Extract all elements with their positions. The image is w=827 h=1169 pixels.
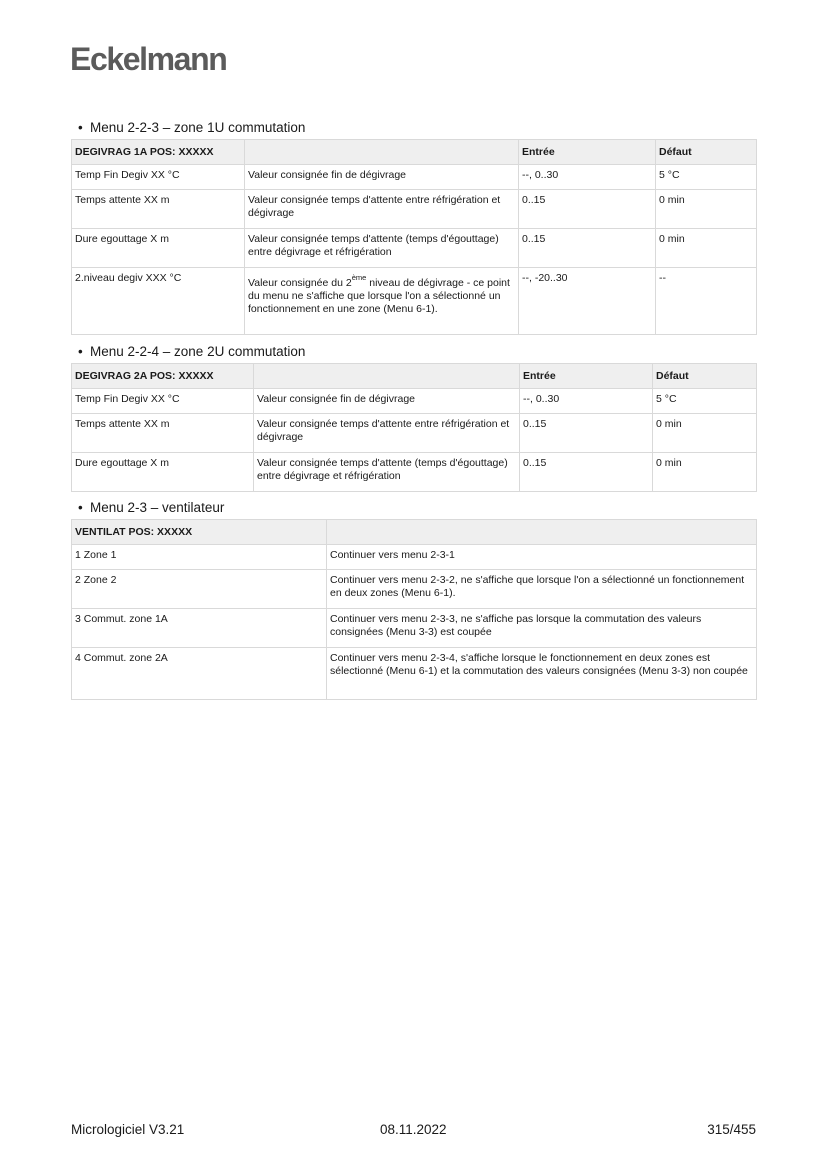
menu-item-name: 2 Zone 2 [72,570,327,609]
table-row [72,570,757,609]
header-cell [327,520,757,545]
param-default: 5 °C [653,389,757,414]
header-cell: Défaut [653,364,757,389]
table-row [72,648,757,700]
table-row [72,268,757,335]
param-name: Dure egouttage X m [72,229,245,268]
param-desc: Valeur consignée temps d'attente (temps d'égouttage) entre dégivrage et réfrigération [245,229,519,268]
param-entry: 0..15 [520,414,653,453]
param-default: 0 min [656,190,757,229]
menu-item-name: 3 Commut. zone 1A [72,609,327,648]
menu-item-desc: Continuer vers menu 2-3-4, s'affiche lorsque le fonctionnement en deux zones est sélectionné (Menu 6-1) et la commutation des valeurs consignées (Menu 3-3) non coupée [327,648,757,700]
header-cell [245,140,519,165]
param-desc: Valeur consignée temps d'attente (temps d'égouttage) entre dégivrage et réfrigération [254,453,520,492]
param-name: Temps attente XX m [72,414,254,453]
param-name: Temps attente XX m [72,190,245,229]
header-cell [254,364,520,389]
header-cell: Défaut [656,140,757,165]
desc-superscript: ème [351,273,367,282]
section-title-menu-2-3 [78,500,224,515]
param-entry: 0..15 [519,190,656,229]
table-ventilat [71,519,757,700]
footer-date: 08.11.2022 [380,1122,447,1137]
param-entry: 0..15 [519,229,656,268]
section-title-menu-2-2-3 [78,120,305,135]
table-row [72,389,757,414]
param-desc: Valeur consignée temps d'attente entre réfrigération et dégivrage [254,414,520,453]
menu-item-desc: Continuer vers menu 2-3-3, ne s'affiche pas lorsque la commutation des valeurs consignées (Menu 3-3) est coupée [327,609,757,648]
param-name: Dure egouttage X m [72,453,254,492]
section-title-text: Menu 2-2-3 – zone 1U commutation [90,120,306,135]
param-desc: Valeur consignée temps d'attente entre réfrigération et dégivrage [245,190,519,229]
menu-item-name: 1 Zone 1 [72,545,327,570]
company-logo: Eckelmann [70,41,227,77]
table-row [72,190,757,229]
table-row [72,165,757,190]
param-desc: Valeur consignée fin de dégivrage [254,389,520,414]
param-name: 2.niveau degiv XXX °C [72,268,245,335]
desc-text: Valeur consignée du 2 [248,277,352,289]
footer-firmware-version: Micrologiciel V3.21 [71,1122,185,1137]
param-entry: --, -20..30 [519,268,656,335]
header-cell: DEGIVRAG 2A POS: XXXXX [72,364,254,389]
param-default: 0 min [656,229,757,268]
menu-item-desc: Continuer vers menu 2-3-1 [327,545,757,570]
table-degivrag-1a [71,139,757,335]
section-title-menu-2-2-4 [78,344,305,359]
param-desc: Valeur consignée fin de dégivrage [245,165,519,190]
table-degivrag-2a [71,363,757,492]
param-entry: 0..15 [520,453,653,492]
table-row [72,229,757,268]
param-desc [245,268,519,335]
table-row [72,609,757,648]
header-cell: DEGIVRAG 1A POS: XXXXX [72,140,245,165]
bullet-icon: • [78,500,83,515]
table-header-row [72,364,757,389]
param-default: 5 °C [656,165,757,190]
param-default: -- [656,268,757,335]
bullet-icon: • [78,120,83,135]
menu-item-desc: Continuer vers menu 2-3-2, ne s'affiche que lorsque l'on a sélectionné un fonctionnement en deux zones (Menu 6-1). [327,570,757,609]
desc-text: niveau de dégivrage - ce point du menu ne s'affiche que lorsque l'on a sélectionné un fonctionnement en une zone (Menu 6-1). [248,277,510,315]
param-entry: --, 0..30 [520,389,653,414]
header-cell: Entrée [520,364,653,389]
footer-page-number: 315/455 [707,1122,756,1137]
table-header-row [72,520,757,545]
param-name: Temp Fin Degiv XX °C [72,389,254,414]
header-cell: Entrée [519,140,656,165]
section-title-text: Menu 2-3 – ventilateur [90,500,225,515]
section-title-text: Menu 2-2-4 – zone 2U commutation [90,344,306,359]
param-default: 0 min [653,414,757,453]
param-default: 0 min [653,453,757,492]
table-row [72,414,757,453]
table-row [72,453,757,492]
param-name: Temp Fin Degiv XX °C [72,165,245,190]
header-cell: VENTILAT POS: XXXXX [72,520,327,545]
table-header-row [72,140,757,165]
menu-item-name: 4 Commut. zone 2A [72,648,327,700]
bullet-icon: • [78,344,83,359]
param-entry: --, 0..30 [519,165,656,190]
table-row [72,545,757,570]
